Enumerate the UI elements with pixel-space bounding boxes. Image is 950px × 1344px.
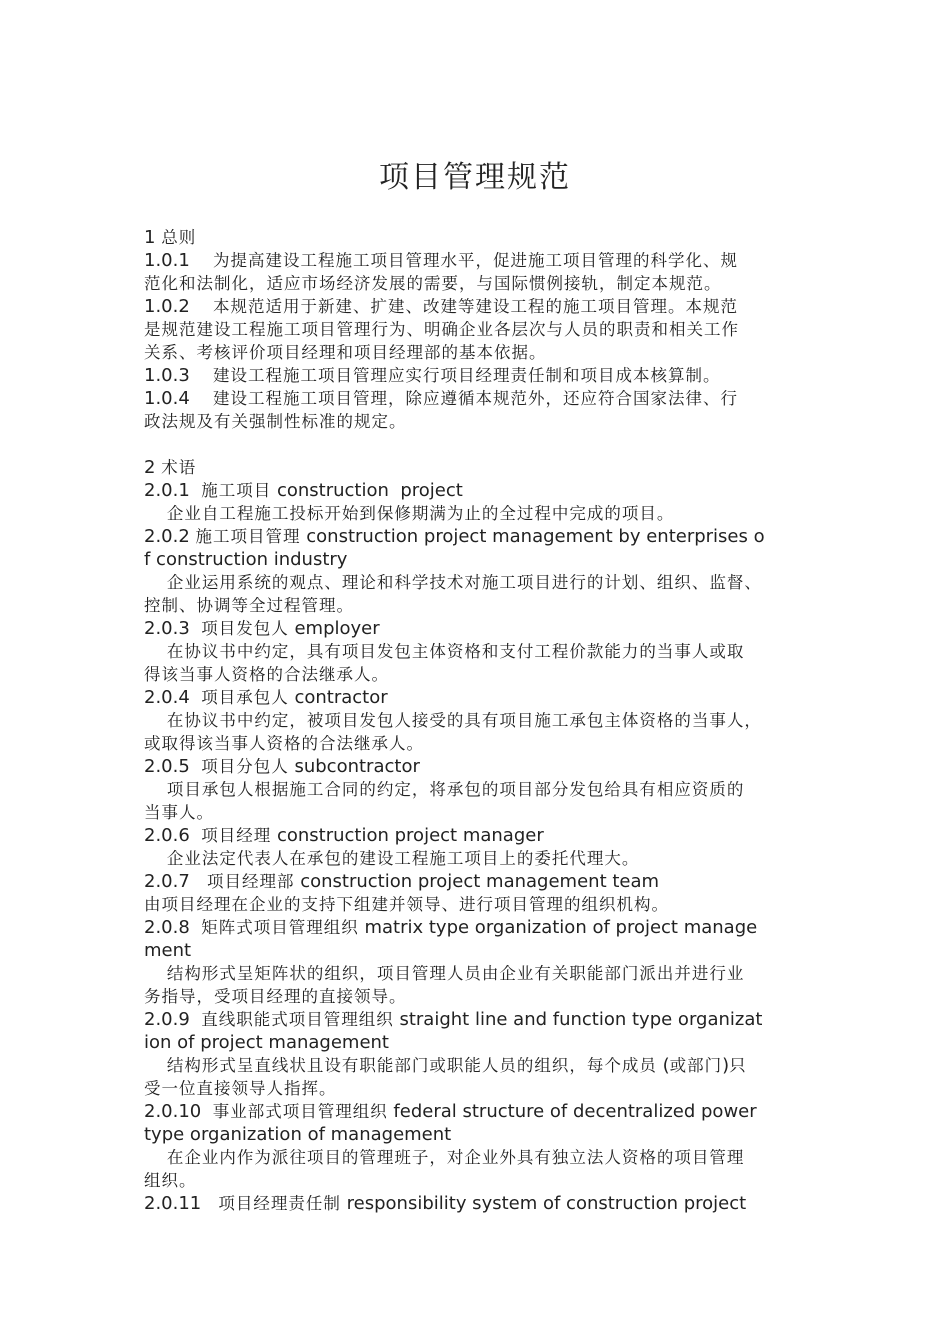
text-line: 在企业内作为派往项目的管理班子，对企业外具有独立法人资格的项目管理 [166,1148,745,1167]
text-line: type organization of management [144,1124,452,1145]
text-line: 2.0.8 矩阵式项目管理组织 matrix type organization of project manage [144,917,758,938]
document-body [144,226,820,1215]
text-line: ment [144,940,192,961]
text-line: 在协议书中约定，具有项目发包主体资格和支付工程价款能力的当事人或取 [166,642,745,661]
text-line: ion of project management [144,1032,389,1053]
text-line: 当事人。 [144,803,214,822]
text-line: 是规范建设工程施工项目管理行为、明确企业各层次与人员的职责和相关工作 [144,320,739,339]
text-line: 2.0.3 项目发包人 employer [144,618,380,639]
text-line: 结构形式呈矩阵状的组织，项目管理人员由企业有关职能部门派出并进行业 [166,964,745,983]
text-line: 组织。 [144,1171,197,1190]
text-line: 2.0.11 项目经理责任制 responsibility system of construction project [144,1193,747,1214]
text-line: 2 术语 [144,457,197,478]
text-line: 政法规及有关强制性标准的规定。 [144,412,407,431]
text-line: 结构形式呈直线状且设有职能部门或职能人员的组织，每个成员 (或部门)只 [166,1055,747,1076]
text-line: 项目承包人根据施工合同的约定，将承包的项目部分发包给具有相应资质的 [166,780,745,799]
text-line: 2.0.5 项目分包人 subcontractor [144,756,420,777]
text-line: 1 总则 [144,227,197,248]
text-line: 2.0.1 施工项目 construction project [144,480,463,501]
text-line: 受一位直接领导人指挥。 [144,1079,337,1098]
text-line: 关系、考核评价项目经理和项目经理部的基本依据。 [144,343,547,362]
text-line: 1.0.1 为提高建设工程施工项目管理水平，促进施工项目管理的科学化、规 [144,250,739,271]
text-line: 控制、协调等全过程管理。 [144,596,354,615]
text-line: 企业运用系统的观点、理论和科学技术对施工项目进行的计划、组织、监督、 [166,573,762,592]
text-line: 2.0.2 施工项目管理 construction project management by enterprises o [144,526,765,547]
text-line: 得该当事人资格的合法继承人。 [144,665,389,684]
blank-line [144,433,820,456]
text-line: 由项目经理在企业的支持下组建并领导、进行项目管理的组织机构。 [144,895,669,914]
text-line: 在协议书中约定，被项目发包人接受的具有项目施工承包主体资格的当事人， [166,711,762,730]
text-line: 2.0.6 项目经理 construction project manager [144,825,544,846]
text-line: 2.0.10 事业部式项目管理组织 federal structure of decentralized power [144,1101,757,1122]
text-line: 2.0.7 项目经理部 construction project management team [144,871,660,892]
text-line: 2.0.4 项目承包人 contractor [144,687,388,708]
text-line: 1.0.2 本规范适用于新建、扩建、改建等建设工程的施工项目管理。本规范 [144,296,739,317]
text-line: 1.0.3 建设工程施工项目管理应实行项目经理责任制和项目成本核算制。 [144,365,721,386]
text-line: 范化和法制化，适应市场经济发展的需要，与国际惯例接轨，制定本规范。 [144,274,722,293]
text-line: f construction industry [144,549,348,570]
text-line: 企业自工程施工投标开始到保修期满为止的全过程中完成的项目。 [166,504,675,523]
text-line: 企业法定代表人在承包的建设工程施工项目上的委托代理大。 [166,849,640,868]
text-line: 务指导，受项目经理的直接领导。 [144,987,407,1006]
text-line: 或取得该当事人资格的合法继承人。 [144,734,424,753]
document-title: 项目管理规范 [379,160,571,195]
text-line: 1.0.4 建设工程施工项目管理，除应遵循本规范外，还应符合国家法律、行 [144,388,739,409]
text-line: 2.0.9 直线职能式项目管理组织 straight line and function type organizat [144,1009,763,1030]
